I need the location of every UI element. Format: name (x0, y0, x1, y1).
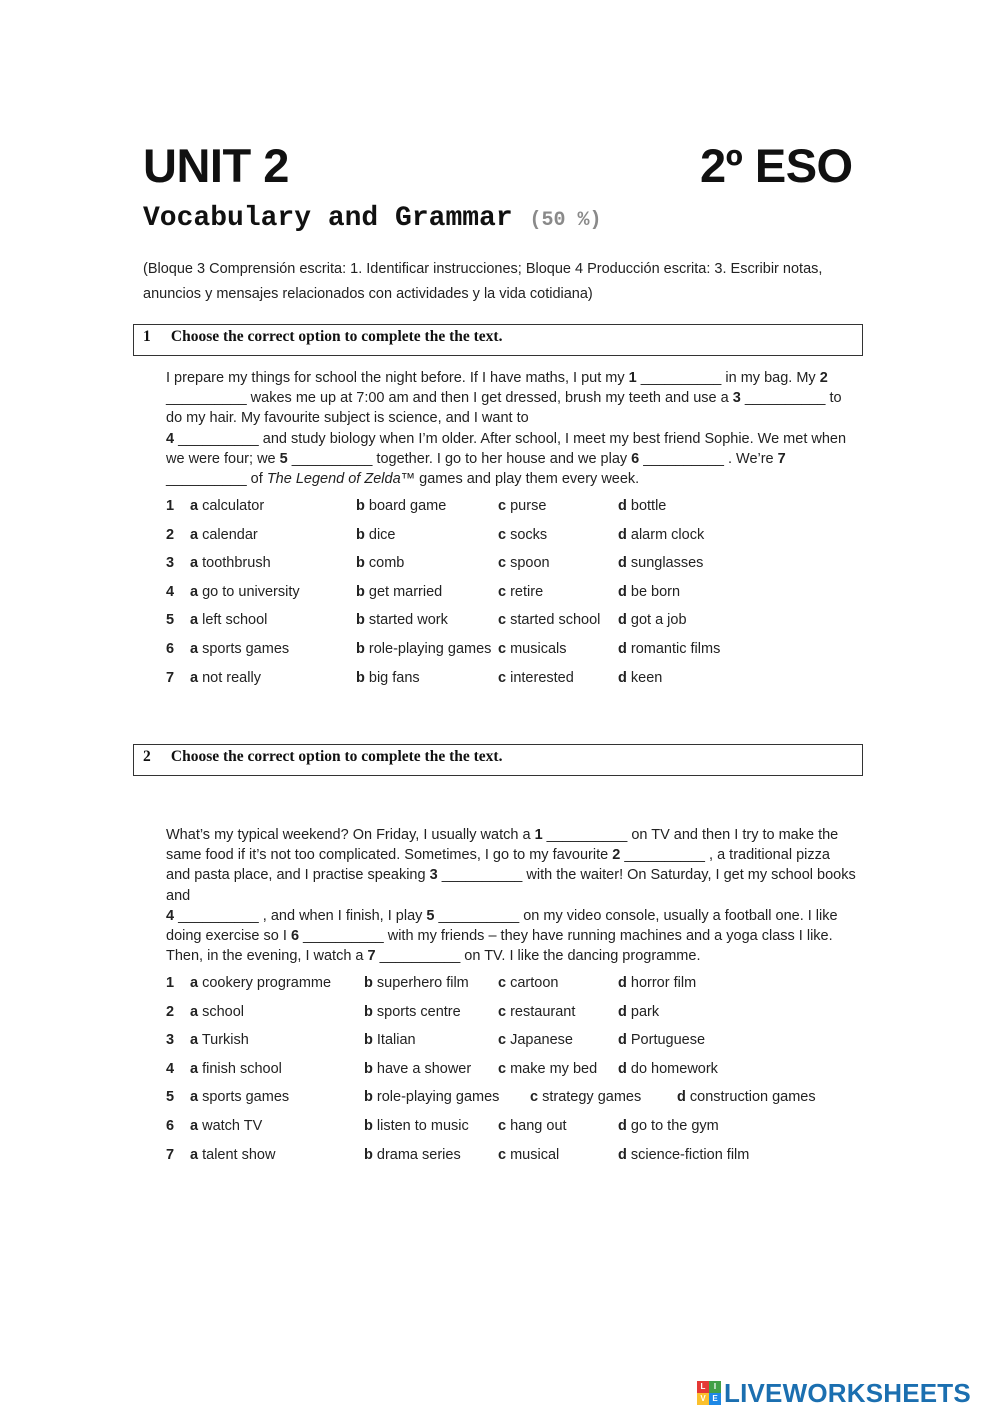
blank-5[interactable]: __________ (438, 907, 520, 924)
game-title: The Legend of Zelda (266, 471, 401, 488)
option-c[interactable]: c Japanese (498, 1032, 573, 1049)
blank-1[interactable]: __________ (640, 370, 722, 386)
blank-number: 6 (631, 450, 640, 467)
exercise-2-heading (133, 744, 863, 776)
blank-number: 5 (426, 907, 435, 924)
exercise-2-passage: What’s my typical weekend? On Friday, I usually watch a 1 __________ on TV and then I try to make the same food if it’s not too complicated. Sometimes, I go to my favourite 2 __________ , a traditional pizza and pasta place, and I practise speaking 3 __________ with the waiter! On Saturday, I get my school books and 4 __________ , and when I finish, I play 5 __________ on my video console, usually a football one. I like doing exercise so I 6 __________ with my friends – they have running machines and a yoga class I like. Then, in the evening, I watch a 7 __________ on TV. I like the dancing programme. (166, 827, 856, 965)
option-b[interactable]: b sports centre (364, 1003, 461, 1020)
blank-6[interactable]: __________ (643, 450, 724, 467)
blank-number: 7 (367, 948, 376, 965)
question-number: 1 (166, 498, 175, 514)
option-b[interactable]: b get married (356, 583, 443, 600)
blank-5[interactable]: __________ (291, 450, 373, 467)
option-d[interactable]: d sunglasses (618, 555, 704, 572)
option-a[interactable]: a sports games (190, 641, 290, 657)
option-d[interactable]: d romantic films (618, 641, 721, 657)
question-number: 2 (166, 526, 175, 543)
question-number: 3 (166, 1032, 175, 1049)
question-number: 6 (166, 1118, 175, 1134)
option-b[interactable]: b comb (356, 555, 405, 572)
question-number: 3 (166, 555, 175, 572)
exercise-instruction: Choose the correct option to complete the the text. (170, 328, 503, 345)
logo-tile: L (697, 1381, 709, 1393)
option-b[interactable]: b have a shower (364, 1060, 472, 1077)
option-a[interactable]: a go to university (190, 583, 300, 600)
option-a[interactable]: a calculator (190, 498, 265, 514)
blank-7[interactable]: __________ (379, 948, 461, 965)
blank-number: 3 (429, 867, 438, 884)
blank-3[interactable]: __________ (441, 867, 523, 884)
logo-tile: I (709, 1381, 721, 1393)
option-a[interactable]: a cookery programme (190, 975, 332, 991)
option-a[interactable]: a school (190, 1003, 245, 1020)
option-d[interactable]: d be born (618, 583, 681, 600)
question-number: 1 (166, 975, 175, 991)
option-b[interactable]: b dice (356, 526, 396, 543)
option-d[interactable]: d bottle (618, 498, 667, 514)
question-number: 2 (166, 1003, 175, 1020)
option-b[interactable]: b big fans (356, 669, 420, 686)
blank-number: 1 (534, 827, 543, 843)
option-a[interactable]: a left school (190, 612, 268, 629)
blank-2[interactable]: __________ (624, 847, 705, 864)
blank-number: 7 (777, 450, 786, 467)
question-number: 4 (166, 583, 175, 600)
exercise-number: 1 (143, 328, 151, 345)
blank-4[interactable]: __________ (178, 430, 259, 447)
option-b[interactable]: b superhero film (364, 975, 469, 991)
question-number: 6 (166, 641, 175, 657)
option-b[interactable]: b started work (356, 612, 448, 629)
option-a[interactable]: a Turkish (190, 1032, 249, 1049)
question-number: 7 (166, 1146, 175, 1163)
option-b[interactable]: b role-playing games (356, 641, 492, 657)
course-level: 2º ESO (700, 139, 853, 192)
option-a[interactable]: a sports games (190, 1089, 290, 1106)
option-b[interactable]: b role-playing games (364, 1089, 500, 1106)
option-c[interactable]: c purse (498, 498, 547, 514)
question-number: 4 (166, 1060, 175, 1077)
option-c[interactable]: c socks (498, 526, 548, 543)
option-d[interactable]: d park (618, 1003, 660, 1020)
blank-6[interactable]: __________ (303, 928, 384, 945)
option-c[interactable]: c strategy games (530, 1089, 642, 1106)
blank-number: 6 (290, 928, 300, 945)
liveworksheets-logo (697, 1378, 971, 1408)
blank-number: 1 (628, 370, 637, 386)
blank-number: 2 (612, 847, 621, 864)
logo-mark-icon (697, 1381, 721, 1405)
exercise-1-passage: I prepare my things for school the night before. If I have maths, I put my 1 __________ in my bag. My 2 __________ wakes me up at 7:00 am and then I get dressed, brush my teeth and use a 3 __________ to do my hair. My favourite subject is science, and I want to 4 __________ and study biology when I’m older. After school, I meet my best friend Sophie. We met when we were four; we 5 __________ together. I go to her house and we play 6 __________ . We’re 7 __________ of The Legend of Zelda™ games and play them every week. (166, 370, 847, 488)
option-d[interactable]: d Portuguese (618, 1032, 706, 1049)
option-d[interactable]: d alarm clock (618, 526, 705, 543)
option-c[interactable]: c spoon (498, 555, 550, 572)
option-a[interactable]: a talent show (190, 1146, 276, 1163)
option-b[interactable]: b Italian (364, 1032, 416, 1049)
blank-number: 4 (166, 430, 175, 447)
blank-number: 4 (166, 907, 175, 924)
blank-3[interactable]: __________ (744, 390, 826, 407)
option-a[interactable]: a toothbrush (190, 555, 271, 572)
blank-4[interactable]: __________ (178, 907, 259, 924)
option-c[interactable]: c make my bed (498, 1060, 598, 1077)
logo-text: LIVEWORKSHEETS (724, 1377, 971, 1408)
option-c[interactable]: c retire (498, 583, 544, 600)
blank-7[interactable]: __________ (166, 471, 247, 488)
option-c[interactable]: c cartoon (498, 975, 559, 991)
question-number: 5 (166, 612, 175, 629)
option-c[interactable]: c musicals (498, 641, 567, 657)
section-weight: (50 %) (529, 209, 602, 232)
question-number: 7 (166, 669, 175, 686)
blank-2[interactable]: __________ (166, 390, 247, 407)
option-d[interactable]: d do homework (618, 1060, 718, 1077)
option-c[interactable]: c interested (498, 669, 574, 686)
exercise-number: 2 (143, 748, 151, 765)
question-number: 5 (166, 1089, 175, 1106)
option-d[interactable]: d keen (618, 669, 663, 686)
option-d[interactable]: d construction games (677, 1089, 816, 1106)
assessment-criteria: (Bloque 3 Comprensión escrita: 1. Identificar instrucciones; Bloque 4 Producción escrita: 3. Escribir notas, anuncios y mensajes relacionados con actividades y la vida cotidiana) (143, 261, 823, 302)
option-b[interactable]: b drama series (364, 1146, 461, 1163)
option-b[interactable]: b board game (356, 498, 447, 514)
blank-number: 5 (279, 450, 288, 467)
option-c[interactable]: c restaurant (498, 1003, 576, 1020)
blank-number: 2 (819, 370, 828, 386)
section-title-text: Vocabulary and Grammar (143, 203, 513, 234)
option-d[interactable]: d go to the gym (618, 1118, 719, 1134)
option-c[interactable]: c hang out (498, 1118, 567, 1134)
option-d[interactable]: d got a job (618, 612, 687, 629)
option-c[interactable]: c musical (498, 1146, 560, 1163)
section-title (143, 203, 602, 234)
option-d[interactable]: d science-fiction film (618, 1146, 750, 1163)
logo-tile: E (709, 1393, 721, 1405)
option-b[interactable]: b listen to music (364, 1118, 469, 1134)
option-c[interactable]: c started school (498, 612, 601, 629)
blank-number: 3 (732, 390, 741, 407)
option-a[interactable]: a finish school (190, 1060, 282, 1077)
option-a[interactable]: a watch TV (190, 1118, 263, 1134)
option-a[interactable]: a not really (190, 669, 261, 686)
exercise-1-heading (133, 324, 863, 356)
option-d[interactable]: d horror film (618, 975, 697, 991)
blank-1[interactable]: __________ (546, 827, 628, 843)
unit-title: UNIT 2 (143, 139, 289, 192)
exercise-instruction: Choose the correct option to complete the the text. (170, 748, 503, 765)
option-a[interactable]: a calendar (190, 526, 258, 543)
logo-tile: V (697, 1393, 709, 1405)
